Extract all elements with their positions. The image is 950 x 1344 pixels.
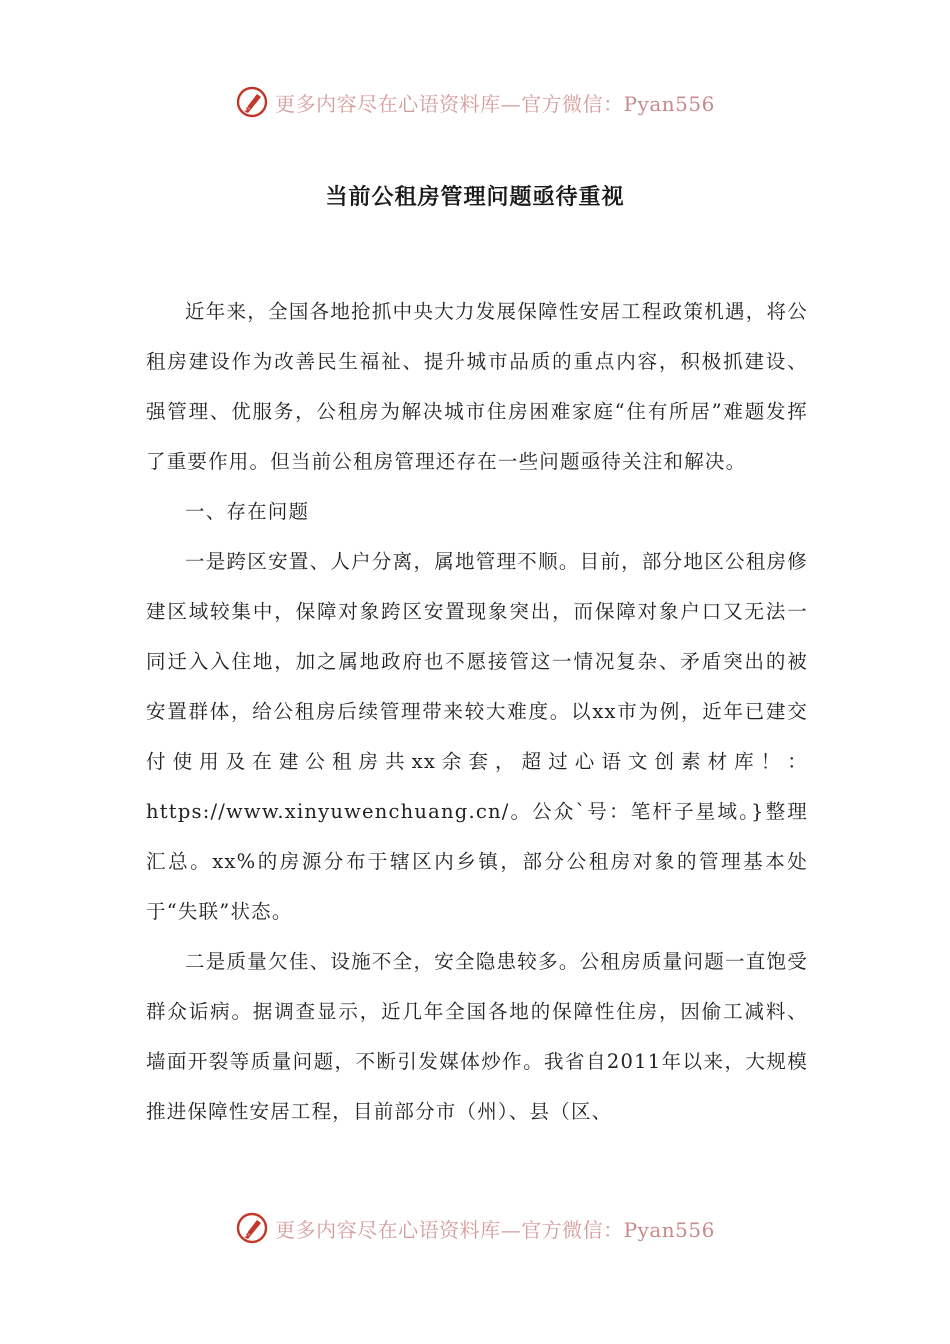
watermark-banner-bottom — [0, 1208, 950, 1248]
watermark-account: Pyan556 — [623, 91, 715, 116]
document-title: 当前公租房管理问题亟待重视 — [325, 185, 625, 210]
section-heading: 一、存在问题 — [185, 500, 310, 523]
document-body — [146, 287, 808, 1137]
paragraph-intro: 近年来，全国各地抢抓中央大力发展保障性安居工程政策机遇，将公租房建设作为改善民生福祉、提升城市品质的重点内容，积极抓建设、强管理、优服务，公租房为解决城市住房困难家庭“住有所居”难题发挥了重要作用。但当前公租房管理还存在一些问题亟待关注和解决。 — [146, 300, 808, 473]
paragraph-issue-2: 二是质量欠佳、设施不全，安全隐患较多。公租房质量问题一直饱受群众诟病。据调查显示，近几年全国各地的保障性住房，因偷工减料、墙面开裂等质量问题，不断引发媒体炒作。我省自2011年以来，大规模推进保障性安居工程，目前部分市（州）、县（区、 — [146, 950, 808, 1123]
pen-nib-logo-icon — [235, 85, 269, 119]
watermark-text: 更多内容尽在心语资料库—官方微信：Pyan556 — [275, 1217, 715, 1242]
paragraph-issue-1: 一是跨区安置、人户分离，属地管理不顺。目前，部分地区公租房修建区域较集中，保障对象跨区安置现象突出，而保障对象户口又无法一同迁入入住地，加之属地政府也不愿接管这一情况复杂、矛盾突出的被安置群体，给公租房后续管理带来较大难度。以xx市为例，近年已建交付使用及在建公租房共xx余套，超过心语文创素材库！：https://www.xinyuwenchuang.cn/。公众`号：笔杆子星域。}整理汇总。xx%的房源分布于辖区内乡镇，部分公租房对象的管理基本处于“失联”状态。 — [146, 550, 808, 923]
watermark-banner-top — [0, 82, 950, 122]
watermark-text: 更多内容尽在心语资料库—官方微信：Pyan556 — [275, 91, 715, 116]
watermark-account: Pyan556 — [623, 1217, 715, 1242]
pen-nib-logo-icon — [235, 1211, 269, 1245]
